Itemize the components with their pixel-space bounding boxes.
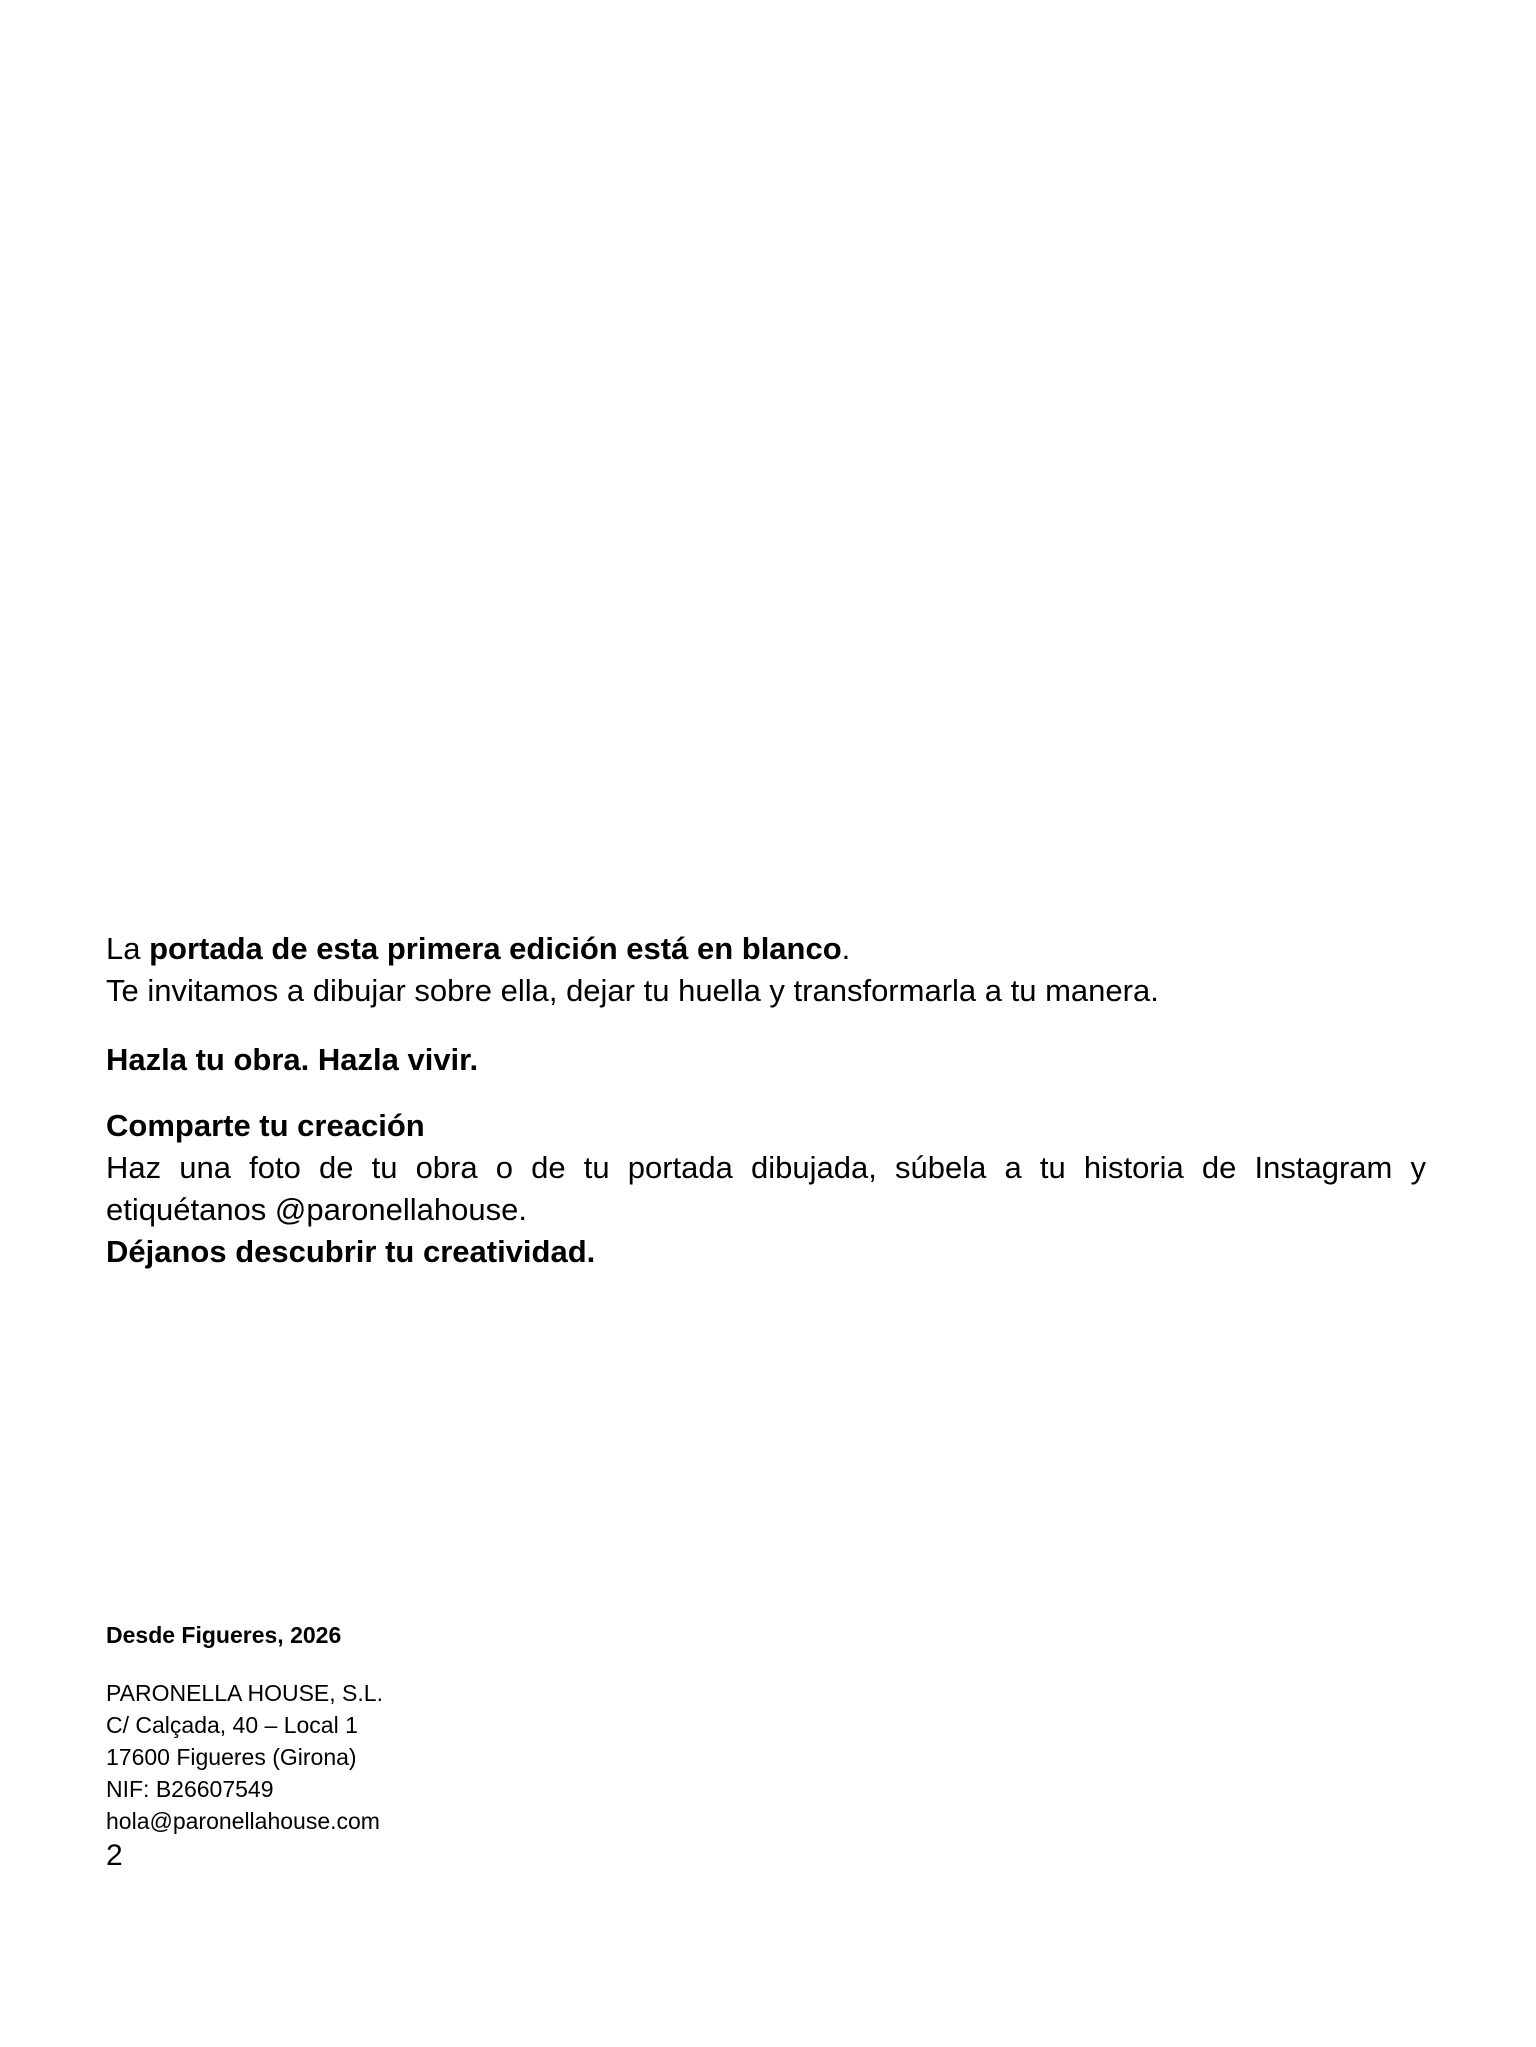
address-street: C/ Calçada, 40 – Local 1 bbox=[106, 1712, 358, 1738]
intro-line-1 bbox=[106, 928, 1426, 970]
share-heading: Comparte tu creación bbox=[106, 1108, 425, 1143]
share-closing: Déjanos descubrir tu creatividad. bbox=[106, 1234, 596, 1269]
address-company: PARONELLA HOUSE, S.L. bbox=[106, 1680, 383, 1706]
intro-bold-statement: portada de esta primera edición está en blanco bbox=[149, 931, 842, 966]
intro-suffix: . bbox=[841, 931, 851, 966]
address-city: 17600 Figueres (Girona) bbox=[106, 1744, 357, 1770]
publisher-address bbox=[106, 1677, 806, 1837]
colophon-title: Desde Figueres, 2026 bbox=[106, 1622, 342, 1648]
main-text-block bbox=[106, 928, 1426, 1273]
address-email: hola@paronellahouse.com bbox=[106, 1808, 380, 1834]
page-number: 2 bbox=[106, 1839, 123, 1872]
intro-prefix: La bbox=[106, 931, 150, 966]
share-body: Haz una foto de tu obra o de tu portada dibujada, súbela a tu historia de Instagram y etiquétanos @paronellahouse. bbox=[106, 1150, 1426, 1227]
motto: Hazla tu obra. Hazla vivir. bbox=[106, 1042, 479, 1077]
intro-line-2: Te invitamos a dibujar sobre ella, dejar tu huella y transformarla a tu manera. bbox=[106, 973, 1159, 1008]
colophon bbox=[106, 1619, 806, 1837]
address-nif: NIF: B26607549 bbox=[106, 1776, 274, 1802]
